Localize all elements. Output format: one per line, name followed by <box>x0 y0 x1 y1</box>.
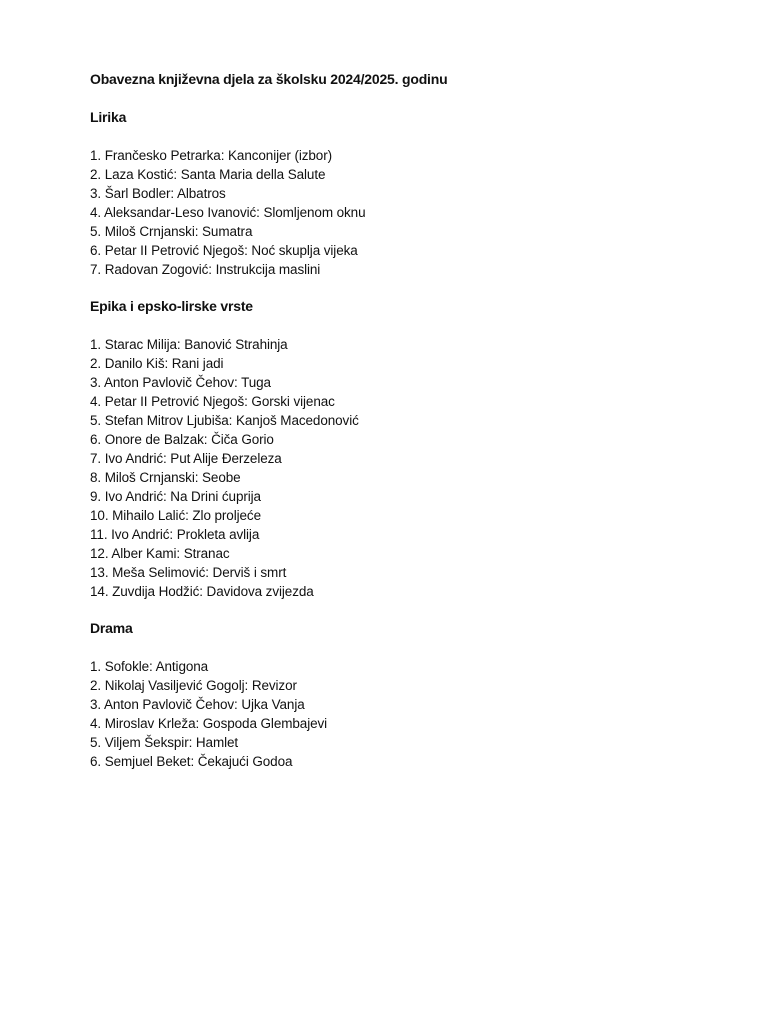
document-title: Obavezna književna djela za školsku 2024/2025. godinu <box>90 71 448 87</box>
list-item: 6. Onore de Balzak: Čiča Gorio <box>90 432 274 447</box>
section-heading-drama: Drama <box>90 620 133 636</box>
list-item: 13. Meša Selimović: Derviš i smrt <box>90 565 287 580</box>
list-drama <box>90 657 710 771</box>
list-item: 3. Šarl Bodler: Albatros <box>90 186 226 201</box>
list-item: 10. Mihailo Lalić: Zlo proljeće <box>90 508 261 523</box>
list-item: 2. Danilo Kiš: Rani jadi <box>90 356 224 371</box>
list-item: 11. Ivo Andrić: Prokleta avlija <box>90 527 260 542</box>
list-item: 5. Miloš Crnjanski: Sumatra <box>90 224 253 239</box>
section-lirika <box>90 108 710 279</box>
section-drama <box>90 619 710 771</box>
list-item: 4. Petar II Petrović Njegoš: Gorski vijenac <box>90 394 335 409</box>
document-body <box>90 70 710 789</box>
list-item: 14. Zuvdija Hodžić: Davidova zvijezda <box>90 584 314 599</box>
section-heading-epika: Epika i epsko-lirske vrste <box>90 298 253 314</box>
list-item: 6. Semjuel Beket: Čekajući Godoa <box>90 754 293 769</box>
list-item: 7. Ivo Andrić: Put Alije Đerzeleza <box>90 451 282 466</box>
list-item: 5. Viljem Šekspir: Hamlet <box>90 735 239 750</box>
list-item: 12. Alber Kami: Stranac <box>90 546 230 561</box>
list-item: 3. Anton Pavlovič Čehov: Tuga <box>90 375 271 390</box>
list-item: 6. Petar II Petrović Njegoš: Noć skuplja vijeka <box>90 243 358 258</box>
list-item: 8. Miloš Crnjanski: Seobe <box>90 470 241 485</box>
list-item: 4. Miroslav Krleža: Gospoda Glembajevi <box>90 716 328 731</box>
list-item: 3. Anton Pavlovič Čehov: Ujka Vanja <box>90 697 305 712</box>
section-heading-lirika: Lirika <box>90 109 127 125</box>
list-item: 1. Sofokle: Antigona <box>90 659 209 674</box>
list-lirika <box>90 146 710 279</box>
section-epika <box>90 297 710 601</box>
list-item: 7. Radovan Zogović: Instrukcija maslini <box>90 262 321 277</box>
list-item: 2. Laza Kostić: Santa Maria della Salute <box>90 167 326 182</box>
list-item: 9. Ivo Andrić: Na Drini ćuprija <box>90 489 261 504</box>
list-item: 2. Nikolaj Vasiljević Gogolj: Revizor <box>90 678 297 693</box>
list-item: 1. Starac Milija: Banović Strahinja <box>90 337 288 352</box>
list-epika <box>90 335 710 601</box>
list-item: 4. Aleksandar-Leso Ivanović: Slomljenom oknu <box>90 205 366 220</box>
list-item: 5. Stefan Mitrov Ljubiša: Kanjoš Macedonović <box>90 413 359 428</box>
list-item: 1. Frančesko Petrarka: Kanconijer (izbor) <box>90 148 332 163</box>
